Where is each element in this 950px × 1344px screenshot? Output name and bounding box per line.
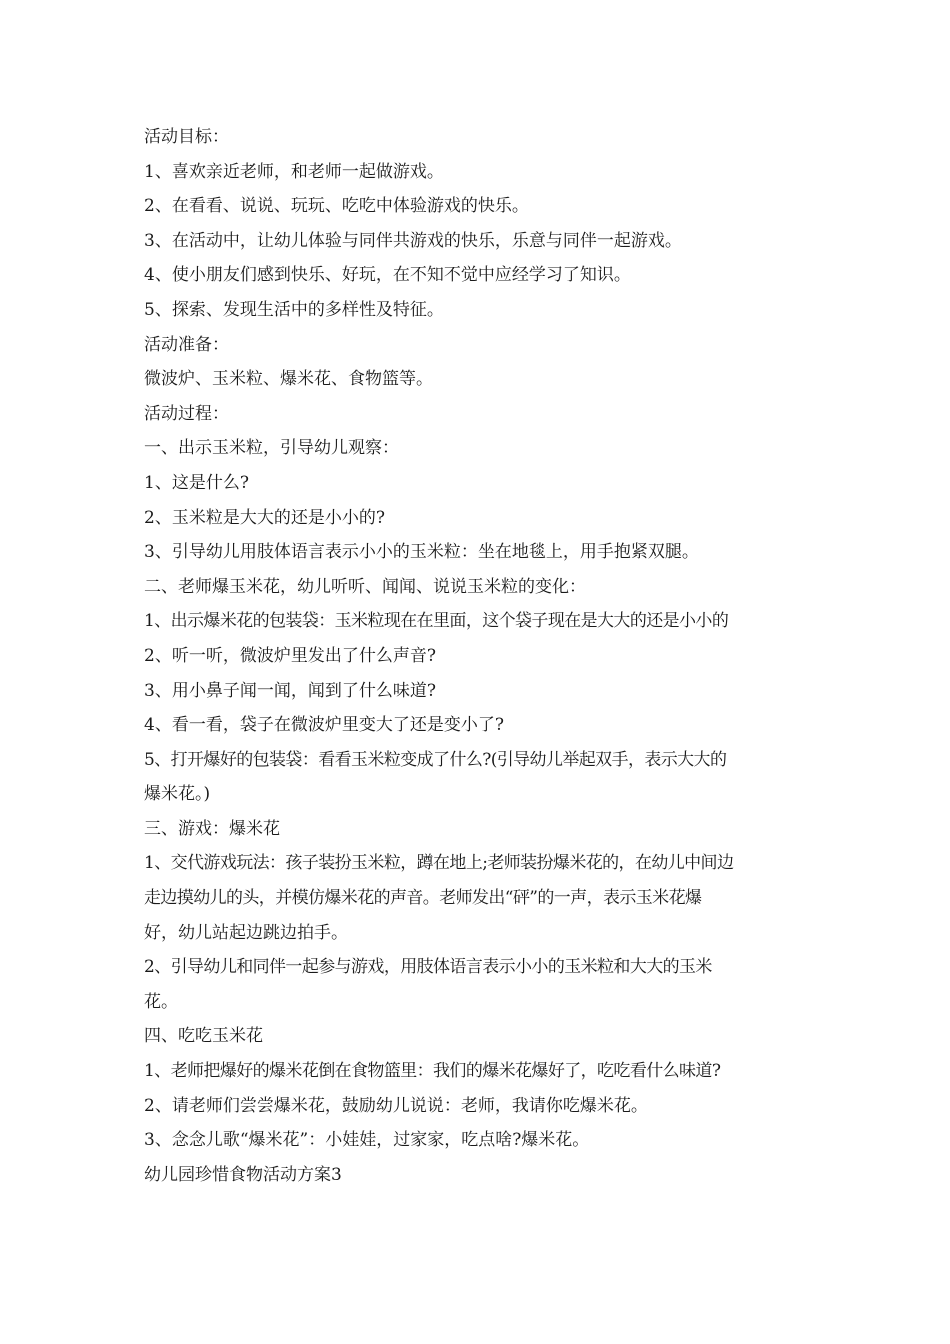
- paragraph-line: 1、交代游戏玩法：孩子装扮玉米粒，蹲在地上;老师装扮爆米花的，在幼儿中间边: [144, 853, 734, 874]
- subsection-heading: 三、游戏：爆米花: [144, 818, 280, 839]
- section-heading-preparation: 活动准备：: [144, 334, 229, 355]
- subsection-heading: 四、吃吃玉米花: [144, 1026, 263, 1047]
- paragraph-line: 2、请老师们尝尝爆米花，鼓励幼儿说说：老师，我请你吃爆米花。: [144, 1095, 648, 1116]
- paragraph-line: 3、引导幼儿用肢体语言表示小小的玉米粒：坐在地毯上，用手抱紧双腿。: [144, 542, 699, 563]
- paragraph-line: 2、引导幼儿和同伴一起参与游戏，用肢体语言表示小小的玉米粒和大大的玉米: [144, 957, 712, 978]
- paragraph-line: 3、在活动中，让幼儿体验与同伴共游戏的快乐，乐意与同伴一起游戏。: [144, 230, 682, 251]
- paragraph-line: 花。: [144, 991, 178, 1012]
- paragraph-line: 好，幼儿站起边跳边拍手。: [144, 922, 348, 943]
- paragraph-line: 5、打开爆好的包装袋：看看玉米粒变成了什么?(引导幼儿举起双手，表示大大的: [144, 749, 727, 770]
- paragraph-line: 1、老师把爆好的爆米花倒在食物篮里：我们的爆米花爆好了，吃吃看什么味道?: [144, 1061, 721, 1082]
- paragraph-line: 1、出示爆米花的包装袋：玉米粒现在在里面，这个袋子现在是大大的还是小小的: [144, 611, 729, 632]
- document-body: [144, 120, 812, 1192]
- paragraph-line: 2、玉米粒是大大的还是小小的?: [144, 507, 385, 528]
- paragraph-line: 爆米花。): [144, 784, 211, 805]
- paragraph-line: 2、听一听，微波炉里发出了什么声音?: [144, 645, 436, 666]
- paragraph-line: 4、使小朋友们感到快乐、好玩，在不知不觉中应经学习了知识。: [144, 265, 631, 286]
- paragraph-line: 4、看一看，袋子在微波炉里变大了还是变小了?: [144, 715, 504, 736]
- section-heading-goals: 活动目标：: [144, 127, 229, 147]
- paragraph-line: 1、这是什么?: [144, 472, 249, 493]
- section-heading-process: 活动过程：: [144, 403, 229, 424]
- paragraph-line: 5、探索、发现生活中的多样性及特征。: [144, 299, 444, 320]
- paragraph-line: 微波炉、玉米粒、爆米花、食物篮等。: [144, 369, 433, 390]
- paragraph-line: 2、在看看、说说、玩玩、吃吃中体验游戏的快乐。: [144, 196, 529, 217]
- paragraph-line: 3、用小鼻子闻一闻，闻到了什么味道?: [144, 680, 436, 701]
- paragraph-line: 3、念念儿歌“爆米花”：小娃娃，过家家，吃点啥?爆米花。: [144, 1130, 590, 1151]
- paragraph-line: 走边摸幼儿的头，并模仿爆米花的声音。老师发出“砰”的一声，表示玉米花爆: [144, 888, 702, 909]
- paragraph-line: 1、喜欢亲近老师，和老师一起做游戏。: [144, 161, 444, 182]
- document-section-title: 幼儿园珍惜食物活动方案3: [144, 1164, 342, 1185]
- subsection-heading: 二、老师爆玉米花，幼儿听听、闻闻、说说玉米粒的变化：: [144, 576, 586, 597]
- subsection-heading: 一、出示玉米粒，引导幼儿观察：: [144, 438, 399, 459]
